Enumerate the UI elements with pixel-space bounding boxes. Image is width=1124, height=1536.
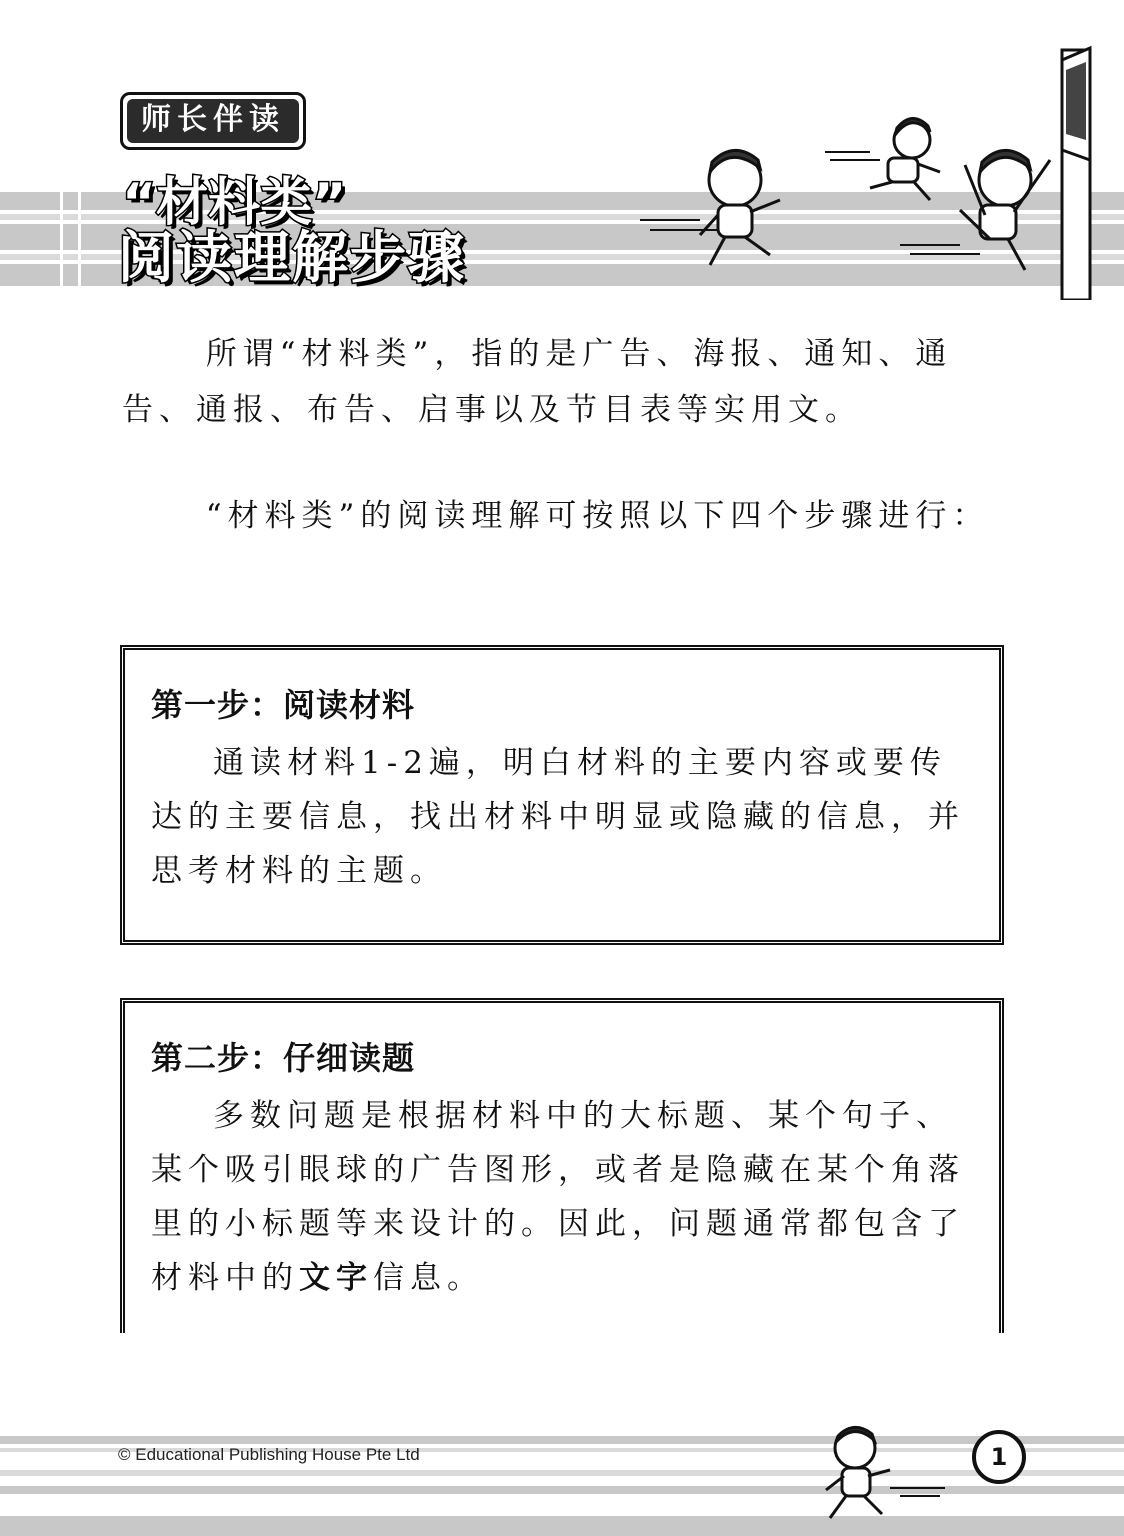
step-1-title: 第一步：阅读材料 [151, 686, 416, 724]
step-1-box [120, 645, 1004, 945]
page-title-line-2: 阅读理解步骤 [118, 226, 466, 291]
header-badge [120, 92, 306, 150]
step-2-box [120, 998, 1004, 1333]
step-1-text: 通读材料1-2遍，明白材料的主要内容或要传达的主要信息，找出材料中明显或隐藏的信息，并思考材料的主题。 [151, 745, 965, 889]
page-number: 1 [972, 1430, 1026, 1484]
page-title-line-1: “材料类” [122, 173, 347, 233]
intro-paragraph-1: 所谓“材料类”，指的是广告、海报、通知、通告、通报、布告、启事以及节目表等实用文。 [122, 336, 953, 428]
step-2-text-end: 信息。 [373, 1260, 484, 1296]
step-2-title: 第二步：仔细读题 [151, 1039, 416, 1077]
intro-paragraph-2: “材料类”的阅读理解可按照以下四个步骤进行： [205, 498, 990, 534]
badge-label: 师长伴读 [127, 99, 299, 143]
step-2-text [151, 1089, 973, 1305]
step-2-text-emphasis: 文字 [299, 1260, 373, 1296]
running-children-icon [630, 40, 1100, 300]
copyright-notice: © Educational Publishing House Pte Ltd [118, 1445, 420, 1464]
step-2-text-main: 多数问题是根据材料中的大标题、某个句子、某个吸引眼球的广告图形，或者是隐藏在某个角落里的小标题等来设计的。因此，问题通常都包含了材料中的 [151, 1098, 965, 1296]
running-boy-icon [810, 1418, 950, 1530]
